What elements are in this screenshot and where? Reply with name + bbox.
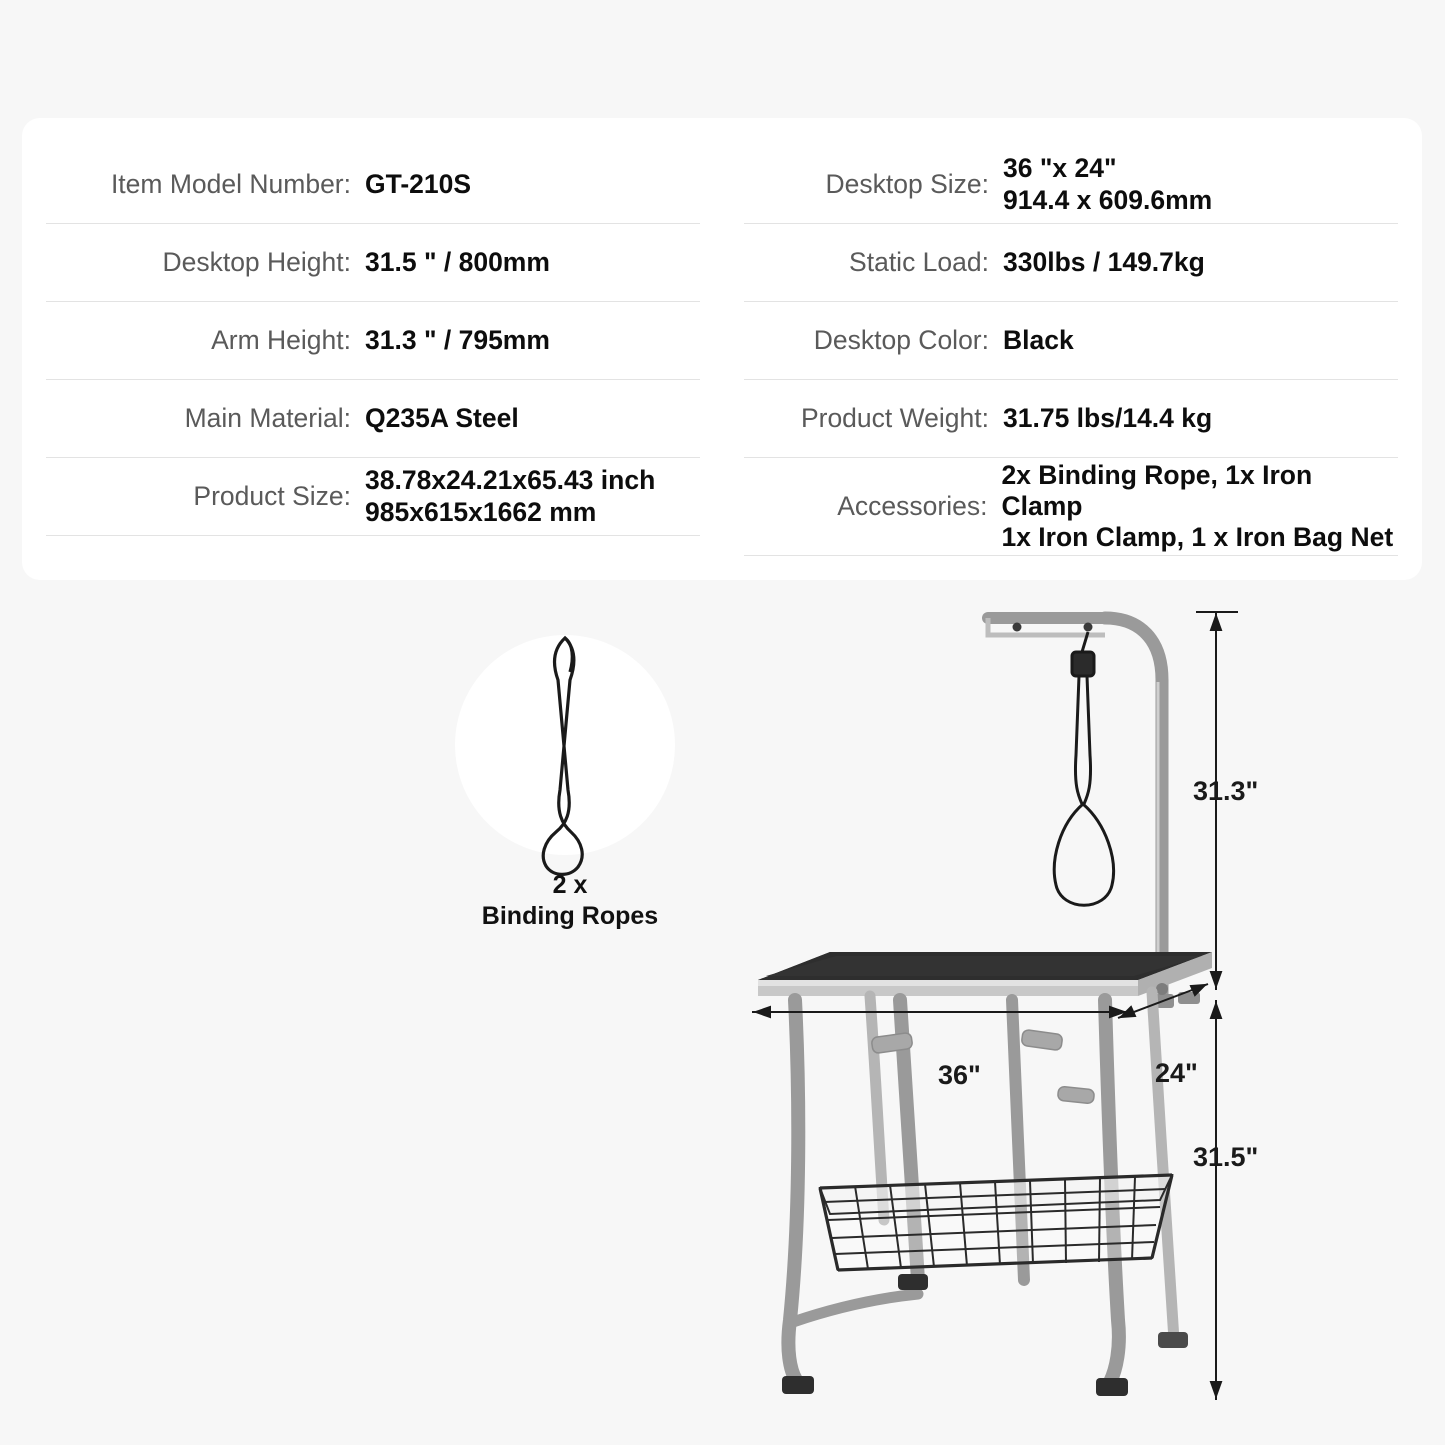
spec-value bbox=[365, 325, 550, 356]
spec-row-desktop-height bbox=[46, 224, 700, 302]
spec-label: Product Weight: bbox=[800, 403, 989, 433]
dimension-label-table-width: 36" bbox=[938, 1060, 981, 1090]
spec-row-desktop-size bbox=[744, 146, 1398, 224]
spec-value bbox=[1001, 460, 1398, 554]
spec-value-line: 31.75 lbs/14.4 kg bbox=[1003, 402, 1213, 433]
spec-value-line: 36 "x 24" bbox=[1003, 153, 1117, 184]
spec-value bbox=[365, 247, 550, 278]
spec-label: Item Model Number: bbox=[110, 169, 351, 199]
spec-label: Desktop Color: bbox=[813, 325, 989, 355]
spec-label: Product Size: bbox=[193, 481, 351, 511]
spec-column-right bbox=[722, 146, 1398, 556]
spec-value-line: 31.5 " / 800mm bbox=[365, 246, 550, 277]
spec-value-line: Black bbox=[1003, 324, 1074, 355]
spec-label: Static Load: bbox=[849, 247, 989, 277]
spec-value-line: Q235A Steel bbox=[365, 402, 519, 433]
spec-value bbox=[365, 403, 519, 434]
spec-value bbox=[1003, 403, 1212, 434]
spec-label: Accessories: bbox=[837, 491, 988, 521]
spec-label: Desktop Height: bbox=[162, 247, 351, 277]
spec-row-static-load bbox=[744, 224, 1398, 302]
spec-row-product-size bbox=[46, 458, 700, 536]
leg-foot-caps bbox=[782, 1274, 1188, 1396]
specification-card bbox=[22, 118, 1422, 580]
spec-row-accessories bbox=[744, 458, 1398, 556]
spec-label: Arm Height: bbox=[211, 325, 351, 355]
dimension-label-table-depth: 24" bbox=[1155, 1058, 1198, 1088]
spec-value-line: 38.78x24.21x65.43 inch bbox=[365, 465, 656, 496]
spec-row-main-material bbox=[46, 380, 700, 458]
table-height-dimension bbox=[1211, 1000, 1221, 1400]
spec-value-line: 31.3 " / 795mm bbox=[365, 324, 550, 355]
spec-label: Desktop Size: bbox=[825, 169, 989, 199]
spec-value-line: GT-210S bbox=[365, 168, 472, 199]
wire-basket bbox=[820, 1175, 1172, 1270]
dimension-label-arm-height: 31.3" bbox=[1193, 776, 1259, 806]
binding-rope-icon bbox=[543, 638, 582, 874]
spec-row-item-model-number bbox=[46, 146, 700, 224]
rope-caption-line-2: Binding Ropes bbox=[481, 901, 659, 930]
binding-rope-caption bbox=[430, 870, 710, 931]
spec-value bbox=[1003, 153, 1212, 216]
spec-row-product-weight bbox=[744, 380, 1398, 458]
spec-row-desktop-color bbox=[744, 302, 1398, 380]
spec-value-line: 330lbs / 149.7kg bbox=[1003, 246, 1205, 277]
table-top bbox=[758, 952, 1212, 1008]
spec-value-line: 914.4 x 609.6mm bbox=[1003, 184, 1213, 215]
spec-label: Main Material: bbox=[184, 403, 351, 433]
spec-row-arm-height bbox=[46, 302, 700, 380]
spec-column-left bbox=[46, 146, 722, 556]
spec-value bbox=[1003, 247, 1205, 278]
spec-value-line: 2x Binding Rope, 1x Iron Clamp bbox=[1001, 459, 1313, 521]
spec-value bbox=[1003, 325, 1074, 356]
spec-value bbox=[365, 169, 471, 200]
rope-caption-line-1: 2 x bbox=[552, 871, 588, 899]
spec-value bbox=[365, 465, 655, 528]
illustration-svg bbox=[0, 580, 1445, 1445]
hanging-noose bbox=[1054, 632, 1113, 905]
width-dimension bbox=[752, 1007, 1128, 1017]
dimension-label-table-height: 31.5" bbox=[1193, 1142, 1259, 1172]
spec-value-line: 985x615x1662 mm bbox=[365, 496, 597, 527]
product-illustration bbox=[0, 580, 1445, 1445]
spec-value-line: 1x Iron Clamp, 1 x Iron Bag Net bbox=[1001, 522, 1394, 553]
